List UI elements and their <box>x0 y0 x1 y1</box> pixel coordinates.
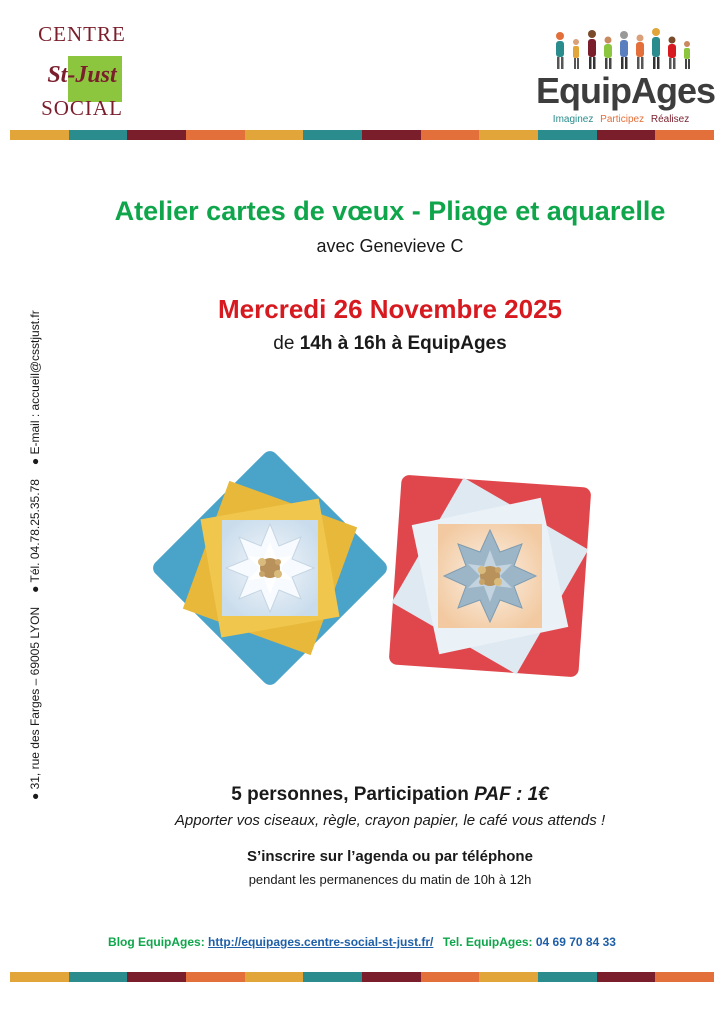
tel-label: Tel. EquipAges: <box>442 935 536 949</box>
stripe-segment <box>245 130 304 140</box>
stripe-segment <box>362 130 421 140</box>
tagline-imaginez: Imaginez <box>552 114 594 125</box>
participants-text: 5 personnes, Participation <box>231 784 475 805</box>
blog-link[interactable]: http://equipages.centre-social-st-just.fr/ <box>208 935 434 949</box>
red-card <box>389 475 592 678</box>
equipages-logo <box>536 26 716 130</box>
stripe-segment <box>69 130 128 140</box>
blue-card <box>150 448 390 688</box>
stripe-segment <box>69 972 128 982</box>
stripe-segment <box>186 972 245 982</box>
centre-social-logo <box>30 22 134 122</box>
tel-number: 04 69 70 84 33 <box>535 935 616 949</box>
participants-info <box>60 784 720 806</box>
stripe-segment <box>127 130 186 140</box>
stripe-segment <box>597 972 656 982</box>
people-illustration-icon <box>546 26 696 70</box>
stripe-segment <box>10 972 69 982</box>
stripe-segment <box>303 972 362 982</box>
stripe-segment <box>421 972 480 982</box>
stripe-segment <box>186 130 245 140</box>
time-main: 14h à 16h à EquipAges <box>299 333 507 354</box>
bring-info: Apporter vos ciseaux, règle, crayon papier, le café vous attends ! <box>174 812 606 829</box>
event-date: Mercredi 26 Novembre 2025 <box>218 294 562 324</box>
logo-line-centre: CENTRE <box>38 22 126 46</box>
top-color-stripe <box>10 130 714 140</box>
equipages-tagline <box>536 114 706 125</box>
register-info: S’inscrire sur l’agenda ou par téléphone <box>247 848 533 865</box>
side-phone: ● Tél. 04.78.25.35.78 <box>28 479 42 593</box>
time-prefix: de <box>273 333 300 354</box>
side-email: ● E-mail : accueil@csstjust.fr <box>28 310 42 466</box>
stripe-segment <box>538 130 597 140</box>
tagline-realisez: Réalisez <box>650 114 690 125</box>
greeting-cards-photo <box>150 428 620 708</box>
side-contact-info <box>28 240 46 800</box>
stripe-segment <box>597 130 656 140</box>
stripe-segment <box>479 972 538 982</box>
tagline-participez: Participez <box>600 114 645 125</box>
event-time <box>60 333 720 355</box>
event-subtitle: avec Genevieve C <box>316 236 464 256</box>
stripe-segment <box>10 130 69 140</box>
bottom-color-stripe <box>10 972 714 982</box>
logo-line-stjust: St-Just <box>47 62 117 88</box>
hours-info: pendant les permanences du matin de 10h à 12h <box>248 872 532 887</box>
stripe-segment <box>538 972 597 982</box>
stripe-segment <box>655 972 714 982</box>
stripe-segment <box>479 130 538 140</box>
footer-contact <box>0 935 724 949</box>
stripe-segment <box>362 972 421 982</box>
stripe-segment <box>655 130 714 140</box>
logo-line-social: SOCIAL <box>41 96 123 120</box>
stripe-segment <box>127 972 186 982</box>
stripe-segment <box>421 130 480 140</box>
paf-text: PAF : 1€ <box>474 784 549 805</box>
stripe-segment <box>303 130 362 140</box>
event-title: Atelier cartes de vœux - Pliage et aquarelle <box>114 196 666 226</box>
equipages-logo-text: EquipAges <box>536 70 716 111</box>
stripe-segment <box>245 972 304 982</box>
side-address: ● 31, rue des Farges – 69005 LYON <box>28 606 42 800</box>
blog-label: Blog EquipAges: <box>108 935 209 949</box>
